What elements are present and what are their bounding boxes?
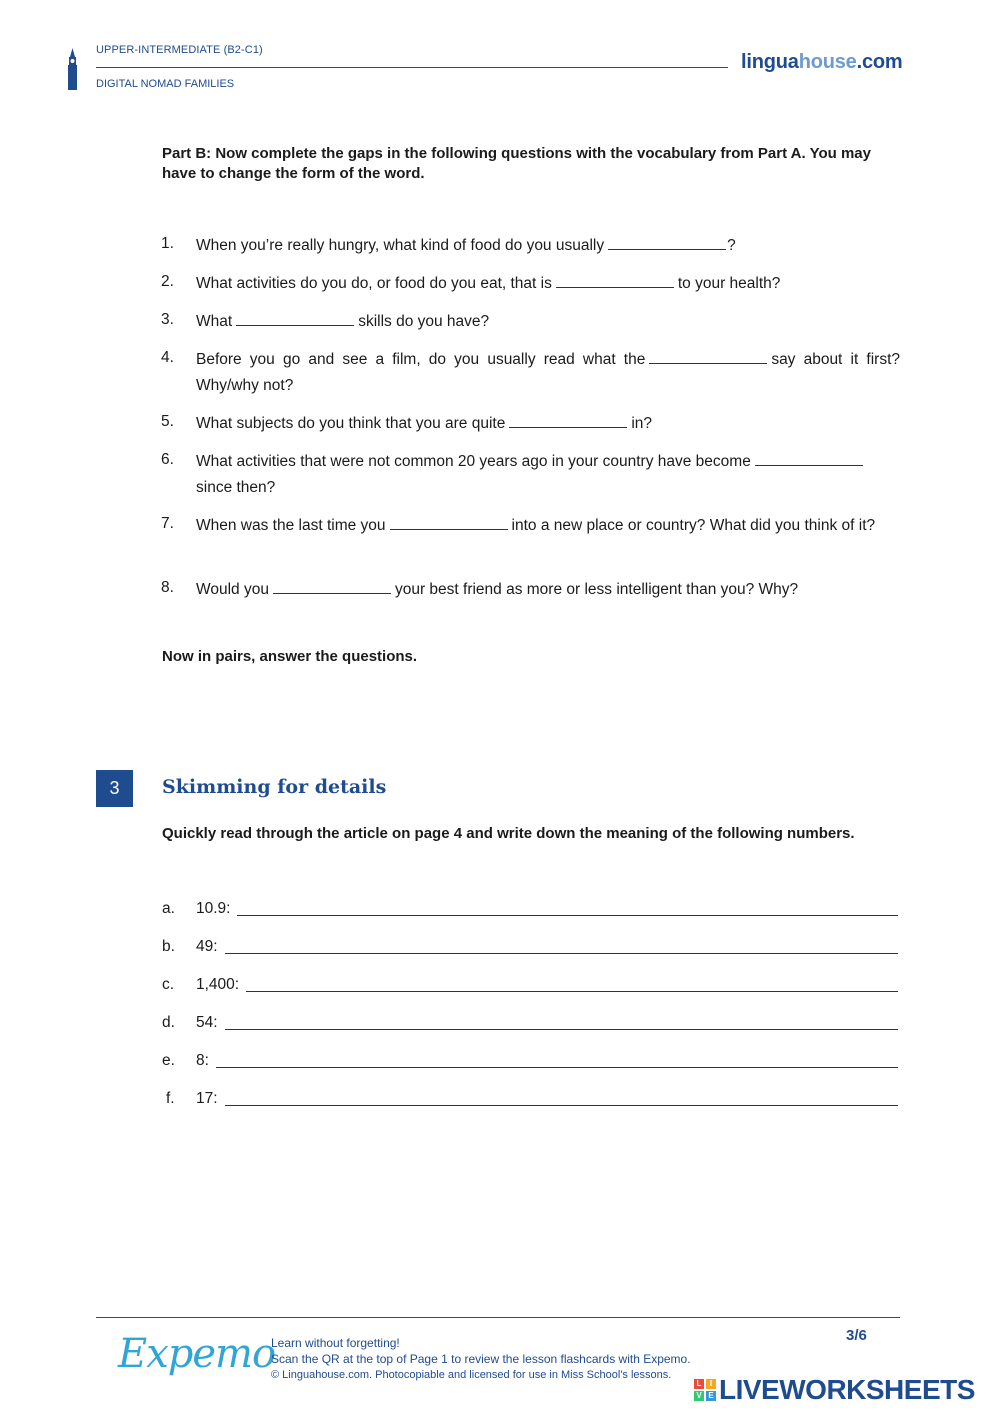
question-text: say about it first? Why/why not? (196, 351, 900, 394)
answer-line[interactable] (225, 1029, 898, 1030)
question-text: to your health? (677, 275, 781, 292)
lesson-topic: DIGITAL NOMAD FAMILIES (96, 78, 235, 90)
liveworksheets-wordmark: LIVEWORKSHEETS (719, 1374, 975, 1405)
question-text: since then? (196, 479, 276, 496)
question-text: into a new place or country? What did you think of it? (511, 517, 876, 534)
gap-blank[interactable] (236, 311, 354, 326)
answer-row (162, 1048, 898, 1070)
item-number: 49: (196, 938, 218, 955)
question-number: 7. (161, 515, 174, 532)
mark-letter: I (706, 1379, 716, 1389)
question-text: What (196, 313, 233, 330)
question-number: 8. (161, 579, 174, 596)
footer-copyright: © Linguahouse.com. Photocopiable and licensed for use in Miss School's lessons. (271, 1369, 672, 1381)
question-text: ? (727, 237, 736, 254)
item-number: 1,400: (196, 976, 240, 993)
question-text: your best friend as more or less intelligent than you? Why? (394, 581, 799, 598)
linguahouse-logo[interactable] (741, 51, 902, 74)
mark-letter: V (694, 1391, 704, 1401)
question-3 (196, 309, 900, 335)
question-text: skills do you have? (358, 313, 490, 330)
mark-letter: L (694, 1379, 704, 1389)
question-text: When you’re really hungry, what kind of food do you usually (196, 237, 605, 254)
answer-row (162, 934, 898, 956)
pairs-instruction: Now in pairs, answer the questions. (162, 648, 418, 665)
question-text: What activities do you do, or food do you eat, that is (196, 275, 552, 292)
logo-part-house: house (798, 51, 857, 73)
liveworksheets-logo[interactable] (694, 1374, 975, 1406)
item-letter: b. (162, 938, 175, 955)
part-b-instruction: Part B: Now complete the gaps in the following questions with the vocabulary from Part A. You may have to change the form of the word. (162, 145, 871, 182)
section-number-badge: 3 (96, 770, 133, 807)
question-number: 1. (161, 235, 174, 252)
question-5 (196, 411, 900, 437)
item-letter: c. (162, 976, 175, 993)
question-text: What activities that were not common 20 years ago in your country have become (196, 453, 751, 470)
gap-blank[interactable] (755, 451, 863, 466)
item-number: 17: (196, 1090, 218, 1107)
question-text: in? (631, 415, 653, 432)
answer-line[interactable] (216, 1067, 898, 1068)
question-number: 2. (161, 273, 174, 290)
section-instruction: Quickly read through the article on page 4 and write down the meaning of the following numbers. (162, 825, 855, 842)
answer-line[interactable] (237, 915, 898, 916)
item-letter: e. (162, 1052, 175, 1069)
gap-blank[interactable] (273, 579, 391, 594)
answer-row (162, 896, 898, 918)
question-2 (196, 271, 900, 297)
footer-divider (96, 1317, 900, 1318)
question-1 (196, 233, 900, 259)
gap-blank[interactable] (509, 413, 627, 428)
logo-part-lingua: lingua (741, 51, 799, 73)
question-4 (196, 347, 900, 399)
footer-qr-note: Scan the QR at the top of Page 1 to review the lesson flashcards with Expemo. (271, 1352, 691, 1366)
answer-line[interactable] (246, 991, 898, 992)
footer-tagline: Learn without forgetting! (271, 1336, 400, 1350)
question-text: What subjects do you think that you are quite (196, 415, 506, 432)
section-title: Skimming for details (162, 776, 387, 798)
question-6 (196, 449, 900, 501)
item-number: 8: (196, 1052, 209, 1069)
gap-blank[interactable] (390, 515, 508, 530)
header-divider (96, 67, 728, 68)
big-ben-icon (66, 48, 79, 90)
question-number: 5. (161, 413, 174, 430)
question-number: 3. (161, 311, 174, 328)
page-number: 3/6 (846, 1327, 867, 1344)
item-number: 54: (196, 1014, 218, 1031)
level-label: UPPER-INTERMEDIATE (B2-C1) (96, 44, 263, 56)
question-number: 4. (161, 349, 174, 366)
answer-row (162, 1010, 898, 1032)
gap-blank[interactable] (608, 235, 726, 250)
question-text: Before you go and see a film, do you usually read what the (196, 351, 646, 368)
gap-blank[interactable] (649, 349, 767, 364)
question-number: 6. (161, 451, 174, 468)
gap-blank[interactable] (556, 273, 674, 288)
answer-line[interactable] (225, 1105, 898, 1106)
item-number: 10.9: (196, 900, 231, 917)
footer-text (271, 1335, 691, 1383)
answer-row (162, 1086, 898, 1108)
answer-line[interactable] (225, 953, 898, 954)
item-letter: a. (162, 900, 175, 917)
question-7 (196, 513, 900, 539)
mark-letter: E (706, 1391, 716, 1401)
logo-part-com: .com (856, 51, 903, 73)
liveworksheets-mark-icon (694, 1379, 716, 1401)
item-letter: d. (162, 1014, 175, 1031)
question-text: Would you (196, 581, 269, 598)
answer-row (162, 972, 898, 994)
item-letter: f. (166, 1090, 175, 1107)
question-8 (196, 577, 900, 603)
question-text: When was the last time you (196, 517, 386, 534)
expemo-logo[interactable]: Expemo (118, 1331, 276, 1377)
